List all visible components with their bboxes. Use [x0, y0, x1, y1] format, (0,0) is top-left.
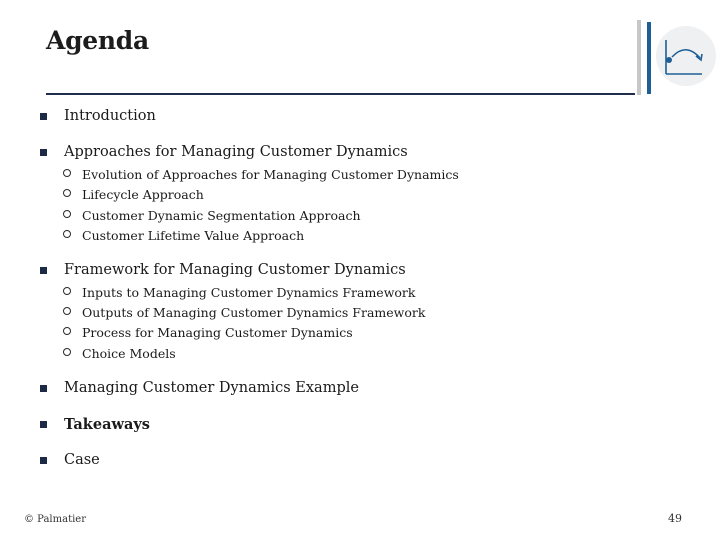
page-number: 49 — [668, 512, 682, 525]
title-underline — [46, 93, 635, 95]
square-bullet-icon — [40, 149, 47, 156]
footer-copyright: © Palmatier — [24, 514, 86, 525]
square-bullet-icon — [40, 385, 47, 392]
slide-title: Agenda — [46, 26, 149, 55]
agenda-item-label: Case — [64, 452, 100, 468]
decorative-gray-bar — [637, 20, 641, 95]
ring-bullet-icon — [63, 230, 71, 238]
sub-item-label: Inputs to Managing Customer Dynamics Framework — [82, 285, 416, 300]
square-bullet-icon — [40, 457, 47, 464]
sub-item-label: Customer Lifetime Value Approach — [82, 228, 305, 243]
sub-item-label: Customer Dynamic Segmentation Approach — [82, 208, 361, 223]
sub-item-label: Evolution of Approaches for Managing Customer Dynamics — [82, 167, 459, 182]
agenda-item-label: Introduction — [64, 108, 156, 124]
square-bullet-icon — [40, 421, 47, 428]
ring-bullet-icon — [63, 189, 71, 197]
agenda-item-label: Managing Customer Dynamics Example — [64, 380, 359, 396]
ring-bullet-icon — [63, 327, 71, 335]
ring-bullet-icon — [63, 169, 71, 177]
sub-item-label: Process for Managing Customer Dynamics — [82, 325, 353, 340]
agenda-item-label: Takeaways — [64, 416, 150, 433]
sub-item-label: Outputs of Managing Customer Dynamics Framework — [82, 305, 426, 320]
agenda-item-label: Framework for Managing Customer Dynamics — [64, 262, 406, 278]
decorative-blue-bar — [647, 22, 651, 94]
sub-item-label: Lifecycle Approach — [82, 187, 204, 202]
ring-bullet-icon — [63, 307, 71, 315]
curved-arrow-chart-icon — [656, 26, 716, 86]
square-bullet-icon — [40, 113, 47, 120]
ring-bullet-icon — [63, 287, 71, 295]
ring-bullet-icon — [63, 348, 71, 356]
square-bullet-icon — [40, 267, 47, 274]
ring-bullet-icon — [63, 210, 71, 218]
agenda-item-label: Approaches for Managing Customer Dynamics — [64, 144, 408, 160]
sub-item-label: Choice Models — [82, 346, 176, 361]
